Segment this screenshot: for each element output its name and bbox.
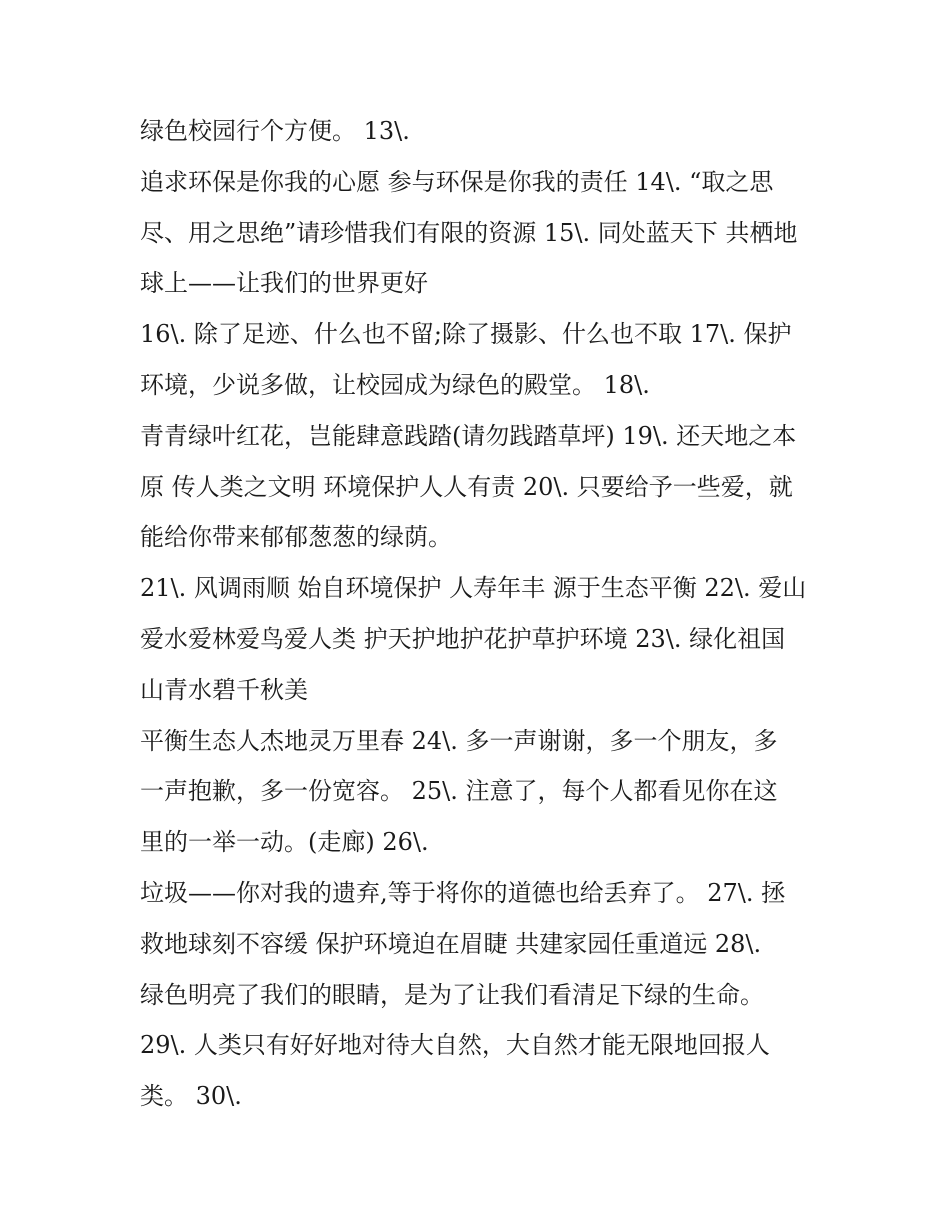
text-line-12: 山青水碧千秋美 — [140, 675, 308, 704]
text-line-10: 21\. 风调雨顺 始自环境保护 人寿年丰 源于生态平衡 22\. 爱山 — [140, 574, 807, 603]
text-line-1: 绿色校园行个方便。 13\. — [140, 117, 410, 145]
text-line-6: 环境，少说多做，让校园成为绿色的殿堂。 18\. — [140, 370, 650, 399]
text-line-9: 能给你带来郁郁葱葱的绿荫。 — [140, 523, 452, 552]
text-line-4: 球上——让我们的世界更好 — [140, 269, 428, 298]
text-line-16: 垃圾——你对我的遗弃,等于将你的道德也给丢弃了。 27\. 拯 — [140, 878, 786, 907]
text-line-20: 类。 30\. — [140, 1082, 242, 1111]
document-body — [140, 106, 820, 1122]
text-line-3: 尽、用之思绝”请珍惜我们有限的资源 15\. 同处蓝天下 共栖地 — [140, 218, 798, 247]
text-line-14: 一声抱歉，多一份宽容。 25\. 注意了，每个人都看见你在这 — [140, 777, 778, 806]
text-line-8: 原 传人类之文明 环境保护人人有责 20\. 只要给予一些爱，就 — [140, 472, 793, 501]
text-line-17: 救地球刻不容缓 保护环境迫在眉睫 共建家园任重道远 28\. — [140, 929, 762, 958]
text-line-19: 29\. 人类只有好好地对待大自然，大自然才能无限地回报人 — [140, 1031, 770, 1060]
text-line-7: 青青绿叶红花，岂能肆意践踏(请勿践踏草坪) 19\. 还天地之本 — [140, 421, 797, 450]
text-line-15: 里的一举一动。(走廊) 26\. — [140, 828, 429, 857]
text-line-2: 追求环保是你我的心愿 参与环保是你我的责任 14\. “取之思 — [140, 167, 774, 196]
text-line-13: 平衡生态人杰地灵万里春 24\. 多一声谢谢，多一个朋友，多 — [140, 726, 778, 755]
text-line-11: 爱水爱林爱鸟爱人类 护天护地护花护草护环境 23\. 绿化祖国 — [140, 624, 786, 653]
text-line-18: 绿色明亮了我们的眼睛，是为了让我们看清足下绿的生命。 — [140, 980, 764, 1009]
text-line-5: 16\. 除了足迹、什么也不留;除了摄影、什么也不取 17\. 保护 — [140, 320, 792, 349]
